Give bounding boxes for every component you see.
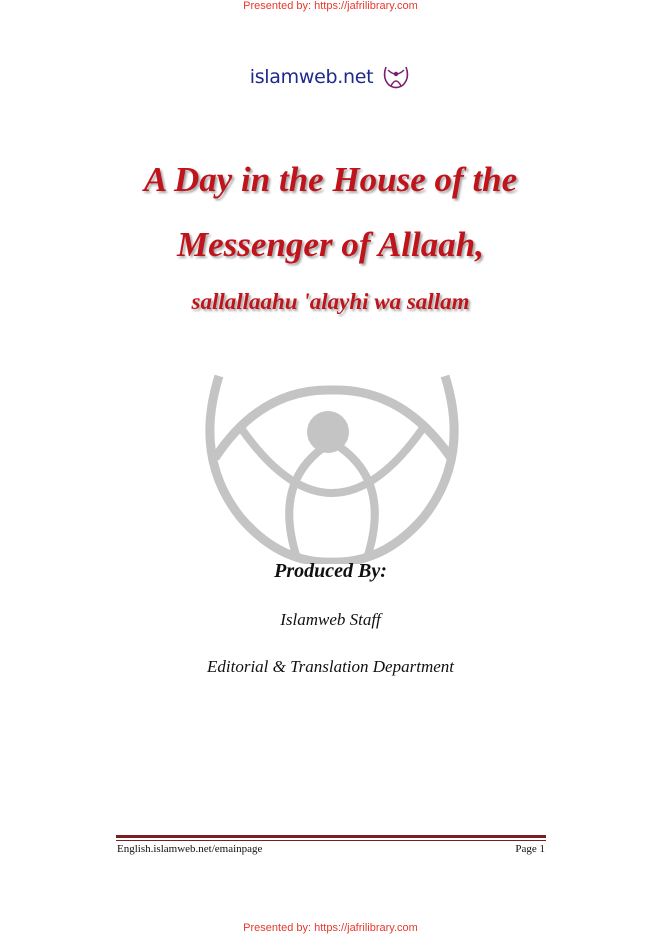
islamweb-logo-icon (381, 64, 411, 90)
emblem-crescent-icon (201, 368, 463, 564)
page-number: Page 1 (515, 843, 545, 855)
author-name: Islamweb Staff (280, 610, 381, 629)
footer-rule-thin (116, 840, 546, 841)
produced-by-heading: Produced By: (274, 560, 387, 582)
watermark-top: Presented by: https://jafrilibrary.com (243, 0, 418, 12)
title-line-1: A Day in the House of the (143, 160, 518, 199)
title-line-2: Messenger of Allaah, (177, 225, 484, 264)
title-line-3: sallallaahu 'alayhi wa sallam (191, 289, 470, 314)
department-name: Editorial & Translation Department (207, 657, 454, 676)
footer-url: English.islamweb.net/emainpage (117, 843, 263, 855)
islamweb-logo (0, 64, 661, 90)
watermark-bottom: Presented by: https://jafrilibrary.com (243, 922, 418, 934)
logo-text: islamweb.net (249, 66, 374, 88)
footer-rule (116, 835, 546, 838)
